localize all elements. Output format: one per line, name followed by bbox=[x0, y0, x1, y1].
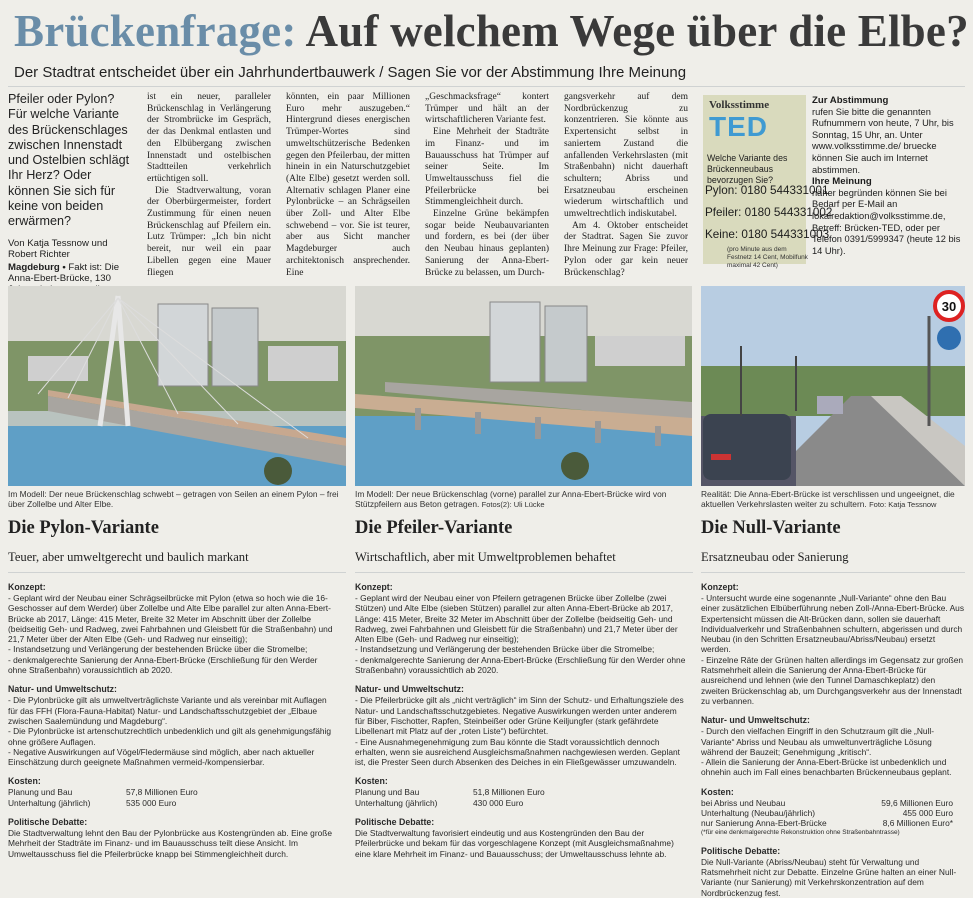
variant-body-pylon bbox=[8, 573, 338, 859]
debatte-text: Die Null-Variante (Abriss/Neubau) steht für Verwaltung und Ratsmehrheit nicht zur Debatte. Einzelne Grüne halten an einer Null-Variante (nur Sanierung) mit Verkehrskonzentration auf dem Nordbrückenzug fest. bbox=[701, 856, 957, 898]
article-paragraph: Die Stadtverwaltung, voran der Oberbürgermeister, fordert Zustimmung für einen neuen Brückenschlag auf Pfeilern ein. Lutz Trümper: „Ich bin nicht bereit, nur weil ein paar Libellen gegen eine Mauer fliegen bbox=[147, 185, 271, 278]
kosten-heading: Kosten: bbox=[701, 786, 734, 797]
konzept-text: - Untersucht wurde eine sogenannte „Null-Variante“ ohne den Bau einer zusätzlichen Elbüberführung neben Zoll-/Anna-Ebert-Brücke. Aus Expertensicht müssen die Alt-Brücken dann, sollen sie dauerhaft Individualverkehr und Straßenbahnen schultern, abgerissen und durch Neubau (in den Schritten Ersatzneubau/Abriss/Neubau) ersetzt werden. - Einzelne Räte der Grünen halten allerdings im Gegensatz zur großen Ratsmehrheit allein die Sanierung der Anna-Ebert-Brücke für ausreichend und lehnen (wie den Tunnel Damaschkeplatz) den zweiten Brückenschlag ab, um Durchgangsverkehr aus der Innenstadt zu verbannen. bbox=[701, 593, 965, 706]
headline bbox=[14, 6, 969, 56]
kosten-value: 57,8 Millionen Euro bbox=[126, 787, 198, 798]
headline-part1: Brückenfrage: bbox=[14, 6, 297, 56]
variant-body-pfeiler bbox=[355, 573, 687, 859]
kosten-value: 430 000 Euro bbox=[473, 797, 524, 808]
kosten-heading: Kosten: bbox=[8, 776, 41, 787]
article-paragraph: „Geschmacksfrage“ kontert Trümper und hält an der wirtschaftlicheren Variante fest. bbox=[425, 92, 549, 126]
variant-subtitle-null: Ersatzneubau oder Sanierung bbox=[701, 550, 849, 564]
debatte-heading: Politische Debatte: bbox=[701, 845, 781, 856]
kosten-row bbox=[701, 798, 953, 808]
ted-option-label: Pfeiler: bbox=[705, 206, 742, 219]
ted-option-number: 0180 544331002 bbox=[744, 206, 833, 219]
debatte-heading: Politische Debatte: bbox=[8, 817, 88, 828]
variant-title-null: Die Null-Variante bbox=[701, 518, 841, 538]
pylon-model-image bbox=[8, 286, 346, 486]
abstimmung-heading: Zur Abstimmung bbox=[812, 95, 889, 106]
natur-text: - Die Pfeilerbrücke gilt als „nicht verträglich“ im Sinn der Schutz- und Erhaltungsziele des Natur- und Landschaftsschutzgebietes. Negative Auswirkungen werden unter anderem für Biber, Fischotter, Rapfen, Steinbeißer oder Grüne Keiljungfer (stark gefährdete Libellenart mit Platz auf der „roten Liste“) befürchtet. - Eine Ausnahmegenehmigung zum Bau könnte die Stadt voraussichtlich dennoch erhalten, wenn sie ausreichend Ausgleichsmaßnahmen nachgewiesen werden. Geplant ist, die Prester Seen durch Absenken des Deiches in ein Fließgewässer umzuwandeln. bbox=[355, 695, 684, 768]
ted-option-keine[interactable] bbox=[705, 224, 830, 246]
natur-text: - Durch den vielfachen Eingriff in den Schutzraum gilt die „Null-Variante“ Abriss und Neubau als umweltunverträgliche Lösung während der Bauzeit; Genehmigung „kritisch“. - Allein die Sanierung der Anna-Ebert-Brücke ist unbedenklich und ohnehin auch im Fall eines benachbarten Brückenneubaus geplant. bbox=[701, 726, 952, 778]
article-paragraph: Am 4. Oktober entscheidet der Stadtrat. Sagen Sie zuvor Ihre Meinung zur Frage: Pfeiler, Pylon oder gar kein neuer Brückenschlag? bbox=[564, 220, 688, 278]
byline: Von Katja Tessnow und Robert Richter bbox=[8, 237, 108, 261]
debatte-text: Die Stadtverwaltung favorisiert eindeutig und aus Kostengründen den Bau der Pfeilerbrücke und bekam für das vorgeschlagene Konzept (mit Ausgleichsmaßnahme) eine klare Mehrheit im Finanz- und Bauausschuss; der Umweltausschuss lehnte ab. bbox=[355, 828, 674, 859]
ted-option-pfeiler[interactable] bbox=[705, 202, 833, 224]
intro-question: Pfeiler oder Pylon? Für welche Variante des Brückenschlages zwischen Innenstadt und Ostelbien schlägt Ihr Herz? Oder können Sie sich für keine von beiden erwärmen? bbox=[8, 92, 130, 229]
natur-heading: Natur- und Umweltschutz: bbox=[355, 684, 464, 695]
photo-caption-2 bbox=[355, 489, 693, 511]
article-paragraph: Einzelne Grüne bekämpfen sogar beide Neubauvarianten und fordern, es bei (der über den Neubau hinaus geplanten) Sanierung der Anna-Ebert-Brücke zu belassen, um Durch- bbox=[425, 209, 549, 278]
kosten-label: bei Abriss und Neubau bbox=[701, 797, 786, 808]
article-paragraph: gangsverkehr auf dem Nordbrückenzug zu konzentrieren. Sie könnte aus Expertensicht selbst in saniertem Zustand die anfallenden Verkehrslasten (mit Straßenbahn) nicht dauerhaft schultern; Abriss und Ersatzneubau erscheinen wiederum wirtschaftlich und umweltrechtlich indiskutabel. bbox=[564, 92, 688, 220]
kosten-label: Planung und Bau bbox=[355, 787, 420, 798]
variant-title-pylon: Die Pylon-Variante bbox=[8, 518, 159, 538]
kosten-heading: Kosten: bbox=[355, 776, 388, 787]
konzept-heading: Konzept: bbox=[8, 582, 46, 592]
abstimmung-text: rufen Sie bitte die genannten Rufnummern von heute, 7 Uhr, bis Sonntag, 15 Uhr, an. Unter www.volksstimme.de/ bruecke können Sie auch im Internet abstimmen. bbox=[812, 106, 954, 175]
article-column-3 bbox=[425, 92, 549, 279]
kosten-note: (*für eine denkmalgerechte Rekonstruktion ohne Straßenbahntrasse) bbox=[701, 828, 900, 836]
caption-text: Realität: Die Anna-Ebert-Brücke ist verschlissen und ungeeignet, die aktuellen Verkehrslasten weiter zu schultern. bbox=[701, 489, 955, 510]
abstimmung-box bbox=[812, 95, 964, 257]
meinung-heading: Ihre Meinung bbox=[812, 176, 872, 188]
kosten-row bbox=[355, 798, 545, 808]
photo-credit: Fotos(2): Uli Lücke bbox=[481, 500, 545, 510]
photo-credit: Foto: Katja Tessnow bbox=[869, 500, 937, 510]
kosten-label: Unterhaltung (jährlich) bbox=[355, 797, 438, 808]
photo-pylon-model bbox=[8, 286, 346, 486]
konzept-text: - Geplant wird der Neubau einer von Pfeilern getragenen Brücke über Zollelbe (zwei Stützen) und Alte Elbe (sieben Stützen) parallel zur alten Anna-Ebert-Brücke ab 2017, Länge: 415 Meter, Breite 32 Meter im Abschnitt über der Zollelbe (beidseitig Geh- und Radweg, zwei Fahrbahnen und Gleisbett für die Straßenbahn) und 21,7 Meter über der Alten Elbe (Geh- und Radweg nur einseitig); - Instandsetzung und Verlängerung der bestehenden Brücke über die Stromelbe; - denkmalgerechte Sanierung der Anna-Ebert-Brücke (Erschließung für den Werder ohne Straßenbahn) voraussichtlich ab 2020. bbox=[355, 593, 686, 676]
kosten-value: 59,6 Millionen Euro bbox=[881, 797, 953, 808]
headline-part2: Auf welchem Wege über die Elbe? bbox=[305, 6, 969, 56]
kosten-table bbox=[355, 787, 545, 808]
kosten-value: 51,8 Millionen Euro bbox=[473, 787, 545, 798]
kosten-table bbox=[8, 787, 198, 808]
kosten-row bbox=[355, 787, 545, 797]
variant-body-null bbox=[701, 573, 965, 898]
ted-question: Welche Variante des Brückenneubaus bevorzugen Sie? bbox=[707, 153, 788, 185]
caption-text: Im Modell: Der neue Brückenschlag (vorne) parallel zur Anna-Ebert-Brücke wird von Stützpfeilern aus Beton getragen. bbox=[355, 489, 667, 510]
debatte-text: Die Stadtverwaltung lehnt den Bau der Pylonbrücke aus Kostengründen ab. Eine große Mehrheit der Stadträte im Finanz- und im Bauausschuss teilt diese Ansicht. Im Umweltausschuss fiel die Pfeilerbrücke knapp bei Stimmengleichheit durch. bbox=[8, 828, 333, 859]
natur-heading: Natur- und Umweltschutz: bbox=[8, 684, 117, 695]
intro-column bbox=[8, 92, 132, 307]
kosten-value: 8,6 Millionen Euro* bbox=[882, 818, 953, 829]
variant-subtitle-pfeiler: Wirtschaftlich, aber mit Umweltproblemen behaftet bbox=[355, 550, 616, 564]
variant-subtitle-pylon: Teuer, aber umweltgerecht und baulich markant bbox=[8, 550, 249, 564]
kosten-value: 535 000 Euro bbox=[126, 797, 177, 808]
photo-caption-1: Im Modell: Der neue Brückenschlag schwebt – getragen von Seilen an einem Pylon – frei über Zollelbe und Alter Elbe. bbox=[8, 489, 339, 510]
konzept-heading: Konzept: bbox=[355, 582, 393, 592]
kosten-row bbox=[8, 798, 198, 808]
kosten-row bbox=[701, 818, 953, 828]
debatte-heading: Politische Debatte: bbox=[355, 817, 435, 828]
article-column-2 bbox=[286, 92, 410, 279]
ted-brand: Volksstimme bbox=[709, 99, 770, 111]
konzept-text: - Geplant wird der Neubau einer Schrägseilbrücke mit Pylon (etwa so hoch wie die 16-Geschosser auf dem Werder) über Zollelbe und Alte Elbe parallel zur alten Anna-Ebert-Brücke ab 2017, Länge: 415 Meter, Breite 32 Meter im Abschnitt über der Zollelbe (beidseitig Geh- und Radweg, zwei Fahrbahnen und Gleisbett für die Straßenbahn) und 21,7 Meter über der Alten Elbe (Geh- und Radweg nur einseitig); - Instandsetzung und Verlängerung der bestehenden Brücke über die Stromelbe; - denkmalgerechte Sanierung der Anna-Ebert-Brücke (Erschließung für den Werder ohne Straßenbahn) voraussichtlich ab 2020. bbox=[8, 593, 333, 676]
ted-logo: TED bbox=[709, 111, 768, 142]
konzept-heading: Konzept: bbox=[701, 582, 739, 592]
natur-heading: Natur- und Umweltschutz: bbox=[701, 715, 810, 726]
meinung-text: näher begründen können Sie bei Bedarf per E-Mail an lokalredaktion@volksstimme.de, Betreff: Brücken-TED, oder per Telefon 0391/5999347 (heute 12 bis 14 Uhr). bbox=[812, 187, 961, 256]
natur-text: - Die Pylonbrücke gilt als umweltverträglichste Variante und als vereinbar mit Auflagen für das FFH (Flora-Fauna-Habitat) Natur- und Landschaftsschutzgebiet der „Elbaue zwischen Saalemündung und Magdeburg“. - Die Pylonbrücke ist artenschutzrechtlich unbedenklich und gilt als genehmigungsfähig ohne größere Auflagen. - Negative Auswirkungen auf Vögel/Fledermäuse sind möglich, aber nach aktueller Einschätzung durch geeignete Maßnahmen vermeid-/kompensierbar. bbox=[8, 695, 332, 768]
article-paragraph: Eine Mehrheit der Stadträte im Finanz- und im Bauausschuss hat Trümper auf seiner Seite. Im Umweltausschuss fiel die Pfeilerbrücke bei Stimmengleichheit durch. bbox=[425, 127, 549, 208]
variant-title-pfeiler: Die Pfeiler-Variante bbox=[355, 518, 513, 538]
kosten-table bbox=[701, 798, 953, 829]
dateline: Magdeburg • bbox=[8, 261, 66, 273]
divider bbox=[8, 86, 965, 87]
photo-bridge-reality bbox=[701, 286, 965, 486]
subheadline: Der Stadtrat entscheidet über ein Jahrhundertbauwerk / Sagen Sie vor der Abstimmung Ihre Meinung bbox=[14, 64, 687, 81]
article-column-4 bbox=[564, 92, 688, 279]
bike-path-sign-icon bbox=[937, 326, 961, 350]
pfeiler-model-image bbox=[355, 286, 692, 486]
kosten-value: 455 000 Euro bbox=[902, 808, 953, 819]
kosten-row bbox=[701, 808, 953, 818]
intro-lead-text: Fakt ist: Die Anna-Ebert-Brücke, 130 bbox=[8, 261, 120, 285]
ted-option-label: Keine: bbox=[705, 228, 739, 241]
ted-option-number: 0180 544331003 bbox=[741, 228, 830, 241]
photo-pfeiler-model bbox=[355, 286, 692, 486]
article-column-1 bbox=[147, 92, 271, 279]
kosten-row bbox=[8, 787, 198, 797]
ted-price-note: (pro Minute aus dem Festnetz 14 Cent, Mobilfunk maximal 42 Cent) bbox=[727, 246, 808, 269]
kosten-label: Unterhaltung (Neubau/jährlich) bbox=[701, 808, 816, 819]
article-paragraph: könnten, ein paar Millionen Euro mehr auszugeben.“ Hintergrund dieses energischen Trümper-Wortes sind umweltschützerische Bedenken gegen den Pfeilerbau, der mitten hinein in ein Naturschutzgebiet (Alte Elbe) gesetzt werden soll. Alternativ schlagen Planer eine Pylonbrücke – an Schrägseilen über Zoll- und Alter Elbe schwebend – vor. Sie ist teurer, aber aus Sicht mancher Magdeburger auch architektonisch ansprechender. Eine bbox=[286, 92, 410, 278]
ted-options bbox=[705, 180, 833, 270]
kosten-label: nur Sanierung Anna-Ebert-Brücke bbox=[701, 818, 827, 829]
article-paragraph: ist ein neuer, paralleler Brückenschlag in Verlängerung der Strombrücke im Gespräch, der das Denkmal entlasten und den Elbübergang zwischen Innenstadt und ostelbischen Stadtteilen verkehrlich ertüchtigen soll. bbox=[147, 92, 271, 184]
kosten-label: Planung und Bau bbox=[8, 787, 73, 798]
ted-option-pylon[interactable] bbox=[705, 180, 829, 202]
ted-option-number: 0180 544331001 bbox=[740, 184, 829, 197]
photo-caption-3 bbox=[701, 489, 965, 511]
bridge-reality-image bbox=[701, 286, 965, 486]
ted-option-label: Pylon: bbox=[705, 184, 738, 197]
kosten-label: Unterhaltung (jährlich) bbox=[8, 797, 91, 808]
speed-limit-sign: 30 bbox=[941, 299, 957, 314]
